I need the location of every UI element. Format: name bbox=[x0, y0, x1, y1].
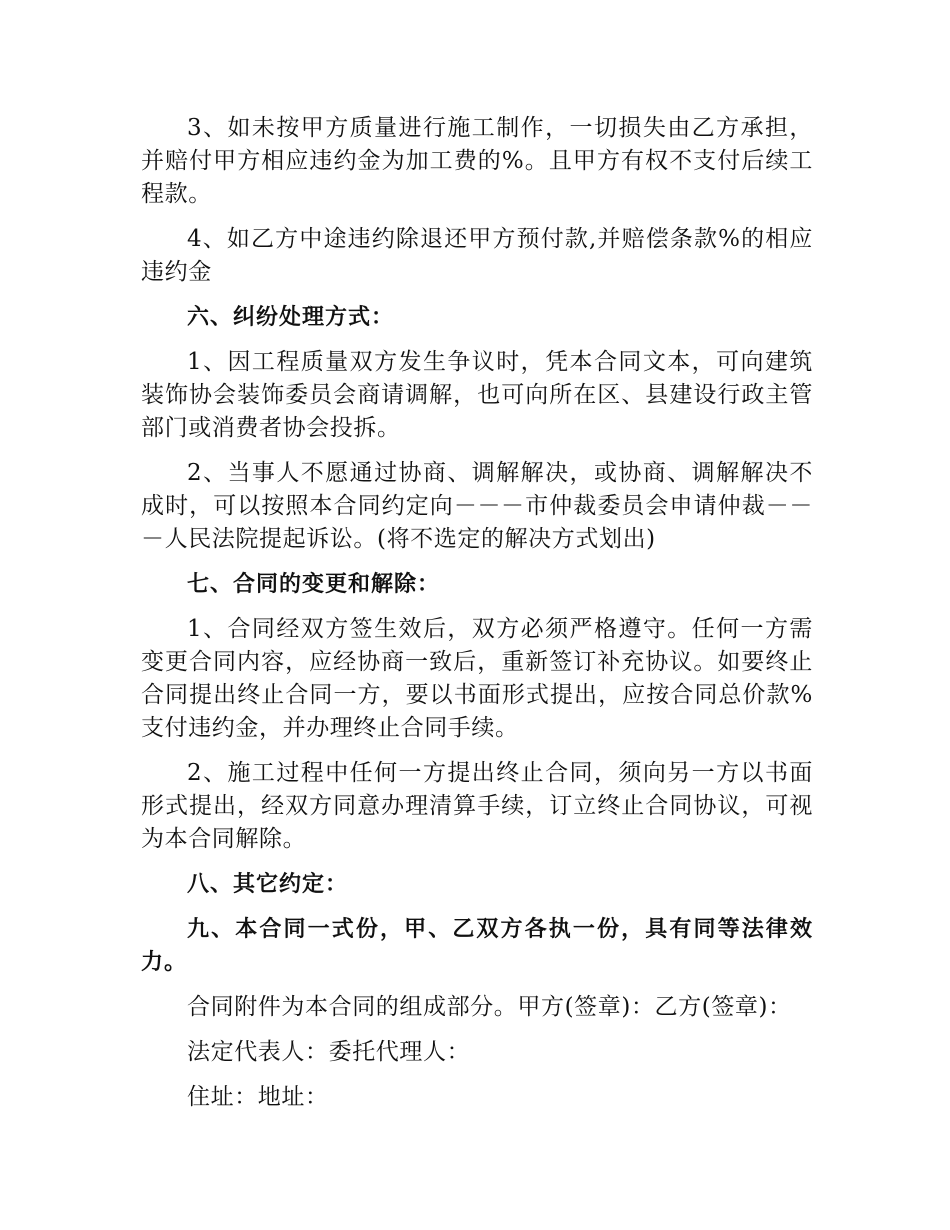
section-6-heading: 六、纠纷处理方式： bbox=[187, 305, 395, 330]
clause-3-quality-penalty: 3、如未按甲方质量进行施工制作，一切损失由乙方承担，并赔付甲方相应违约金为加工费的%。且甲方有权不支付后续工程款。 bbox=[141, 115, 813, 207]
section-8-heading: 八、其它约定： bbox=[187, 872, 349, 897]
representative-line: 法定代表人：委托代理人： bbox=[187, 1039, 471, 1065]
clause-6-2-arbitration: 2、当事人不愿通过协商、调解解决，或协商、调解解决不成时，可以按照本合同约定向－－－市仲裁委员会申请仲裁－－－人民法院提起诉讼。(将不选定的解决方式划出) bbox=[141, 460, 813, 552]
clause-7-2-termination: 2、施工过程中任何一方提出终止合同，须向另一方以书面形式提出，经双方同意办理清算手续，订立终止合同协议，可视为本合同解除。 bbox=[141, 760, 813, 852]
clause-7-1-amendment: 1、合同经双方签生效后，双方必须严格遵守。任何一方需变更合同内容，应经协商一致后，重新签订补充协议。如要终止合同提出终止合同一方，要以书面形式提出，应按合同总价款%支付违约金，并办理终止合同手续。 bbox=[141, 616, 813, 741]
section-7-heading: 七、合同的变更和解除： bbox=[187, 572, 441, 597]
address-line: 住址：地址： bbox=[187, 1084, 329, 1110]
section-9-heading: 九、本合同一式份，甲、乙双方各执一份，具有同等法律效力。 bbox=[141, 917, 813, 975]
clause-4-breach-penalty: 4、如乙方中途违约除退还甲方预付款,并赔偿条款%的相应违约金 bbox=[141, 226, 813, 285]
document-page bbox=[141, 112, 813, 1126]
signature-parties-line: 合同附件为本合同的组成部分。甲方(签章)：乙方(签章)： bbox=[187, 994, 792, 1020]
clause-6-1-mediation: 1、因工程质量双方发生争议时，凭本合同文本，可向建筑装饰协会装饰委员会商请调解，也可向所在区、县建设行政主管部门或消费者协会投拆。 bbox=[141, 349, 813, 441]
